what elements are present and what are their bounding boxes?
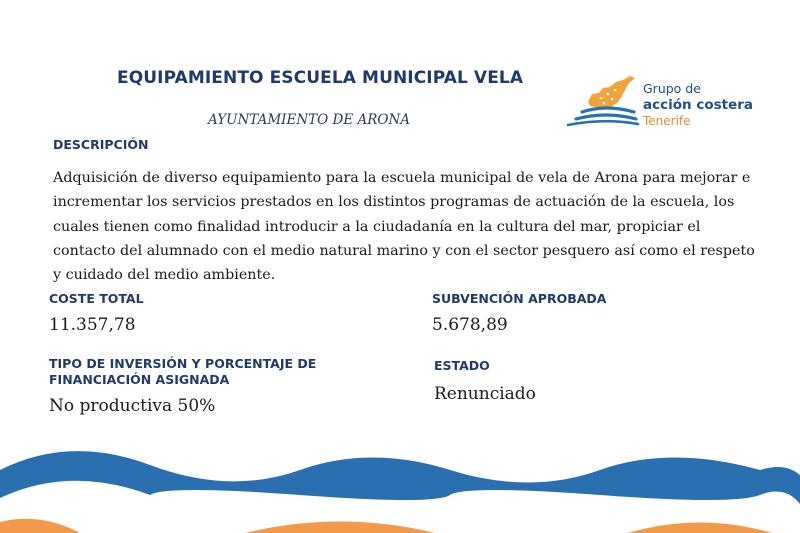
page-title: EQUIPAMIENTO ESCUELA MUNICIPAL VELA	[117, 68, 524, 88]
description-label: DESCRIPCIÓN	[53, 137, 149, 152]
approved-grant-label: SUBVENCIÓN APROBADA	[432, 291, 607, 306]
investment-type-label: TIPO DE INVERSIÓN Y PORCENTAJE DE FINANCIACIÓN ASIGNADA	[49, 356, 317, 387]
status-label: ESTADO	[434, 358, 490, 373]
orange-wave-left	[0, 519, 80, 533]
decorative-waves	[0, 440, 800, 533]
description-text: Adquisición de diverso equipamiento para la escuela municipal de vela de Arona para mejorar e incrementar los servicios prestados en los distintos programas de actuación de la escuela, los cuales tienen como finalidad introducir a la ciudadanía en la cultura del mar, propiciar el contacto del alumnado con el medio natural marino y con el sector pesquero así como el respeto y cuidado del medio ambiente.	[53, 170, 755, 284]
status-value: Renunciado	[434, 384, 536, 404]
total-cost-label: COSTE TOTAL	[49, 291, 144, 306]
approved-grant-value: 5.678,89	[432, 315, 508, 335]
investment-type-value: No productiva 50%	[49, 396, 216, 416]
logo-text-line-1: Grupo de	[643, 81, 701, 96]
logo-text-line-2: acción costera	[643, 97, 754, 113]
blue-wave-band	[0, 451, 800, 504]
orange-wave-center	[245, 522, 435, 533]
logo-text-line-3: Tenerife	[643, 114, 691, 128]
page-subtitle: AYUNTAMIENTO DE ARONA	[208, 112, 411, 128]
total-cost-value: 11.357,78	[49, 315, 136, 335]
orange-wave-right	[628, 523, 772, 533]
tenerife-island-waves-logo-icon	[566, 74, 642, 130]
organization-logo	[566, 74, 756, 130]
